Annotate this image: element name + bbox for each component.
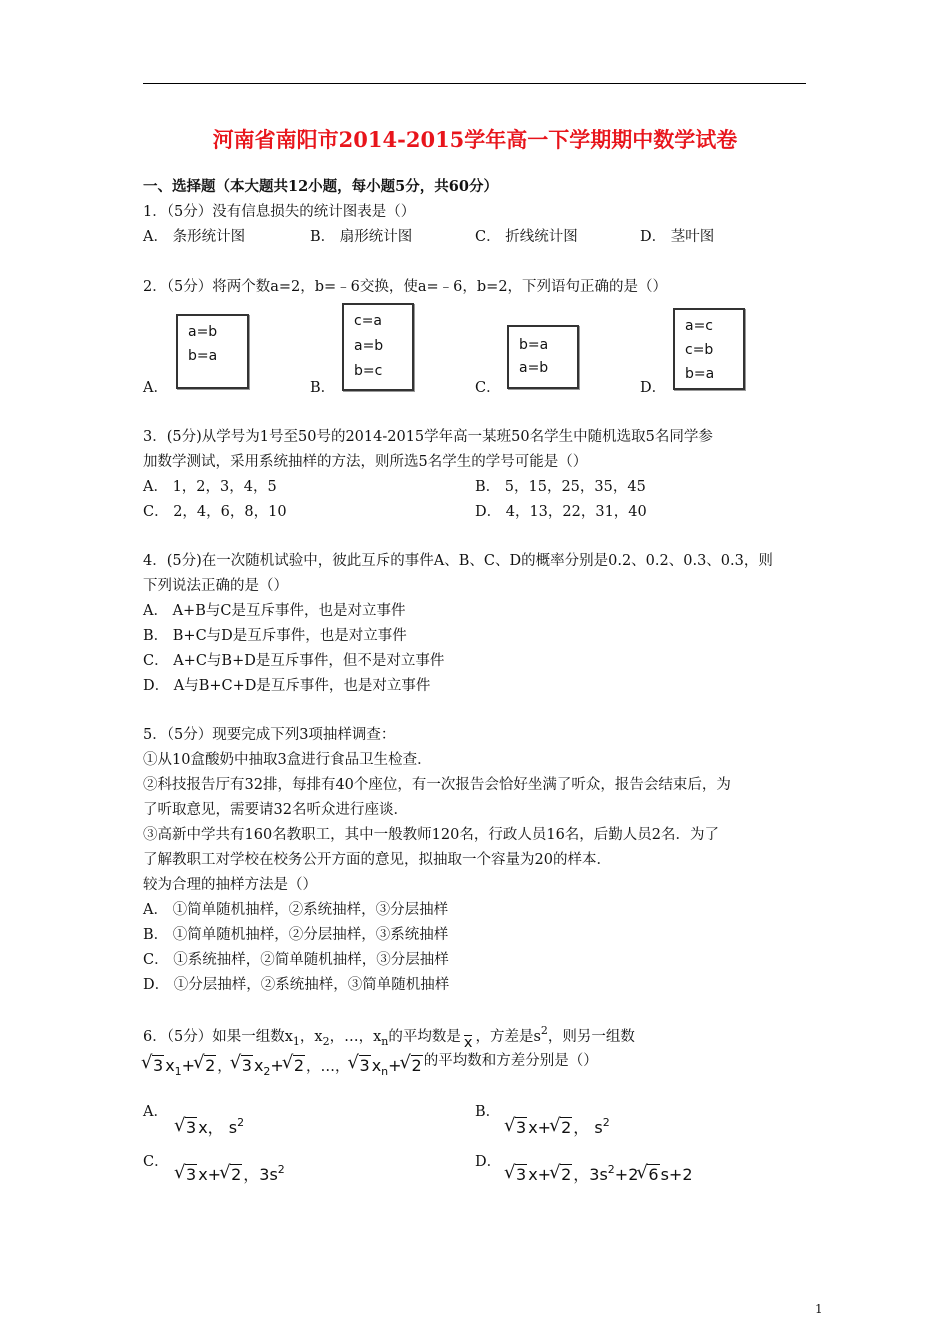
q5-option-a: A． ①简单随机抽样，②系统抽样，③分层抽样	[143, 902, 449, 918]
q3-option-c: C． 2，4，6，8，10	[143, 504, 287, 520]
q6-option-a-label: A．	[143, 1104, 168, 1120]
q2-program-box-d	[673, 308, 745, 390]
page-number: 1	[815, 1302, 823, 1316]
q5-stem-line2: ①从10盒酸奶中抽取3盒进行食品卫生检查．	[143, 752, 432, 768]
q2-option-c: C．	[475, 380, 501, 396]
q4-option-d: D． A与B+C+D是互斥事件，也是对立事件	[143, 678, 431, 694]
q4-option-a: A． A+B与C是互斥事件，也是对立事件	[143, 603, 406, 619]
code-line: a=c	[685, 318, 714, 334]
q2-option-b: B．	[310, 380, 336, 396]
q5-stem-line3: ②科技报告厅有32排，每排有40个座位，有一次报告会恰好坐满了听众，报告会结束后，为	[143, 777, 731, 793]
q6-option-b-expr: √ 3 x+√ 2 ， $s^2$	[506, 1115, 610, 1138]
q6-stem-line2: √ 3 $x_1+√$ 2 ，√ 3 $x_2+√$ 2 ，…，√ 3 $x_n+√$ 2 的平均数和方差分别是（）	[143, 1056, 598, 1082]
q3-stem-line2: 加数学测试，采用系统抽样的方法，则所选5名学生的学号可能是（）	[143, 454, 588, 470]
code-line: a=b	[519, 360, 549, 376]
q6-stem-line1: 6．（5分）如果一组数$x_1$，$x_2$，…，$x_n$的平均数是 x ，方差是$s^2$，则另一组数	[143, 1024, 635, 1051]
q4-stem-line1: 4．(5分)在一次随机试验中，彼此互斥的事件A、B、C、D的概率分别是0.2、0.2、0.3、0.3，则	[143, 553, 773, 569]
page-title: 河南省南阳市2014-2015学年高一下学期期中数学试卷	[212, 127, 738, 152]
code-line: b=a	[188, 348, 218, 364]
q5-option-b: B． ①简单随机抽样，②分层抽样，③系统抽样	[143, 927, 449, 943]
code-line: b=c	[354, 363, 383, 379]
q5-option-c: C． ①系统抽样，②简单随机抽样，③分层抽样	[143, 952, 449, 968]
q5-stem-line5: ③高新中学共有160名教职工，其中一般教师120名，行政人员16名，后勤人员2名．为了	[143, 827, 720, 843]
q5-stem-line6: 了解教职工对学校在校务公开方面的意见，拟抽取一个容量为20的样本．	[143, 852, 611, 868]
q1-option-b: B． 扇形统计图	[310, 229, 413, 245]
header-rule	[143, 83, 806, 84]
q1-option-c: C． 折线统计图	[475, 229, 578, 245]
q5-stem-line7: 较为合理的抽样方法是（）	[143, 877, 317, 893]
q1-option-d: D． 茎叶图	[640, 229, 715, 245]
q4-option-b: B． B+C与D是互斥事件，也是对立事件	[143, 628, 407, 644]
q2-option-d: D．	[640, 380, 667, 396]
q1-stem: 1．（5分）没有信息损失的统计图表是（）	[143, 204, 416, 220]
q5-stem-line1: 5．（5分）现要完成下列3项抽样调查：	[143, 727, 396, 743]
q6-option-c-expr: √ 3 x+√ 2 ，$3s^2$	[176, 1162, 285, 1185]
q6-option-b-label: B．	[475, 1104, 501, 1120]
section-heading: 一、选择题（本大题共12小题，每小题5分，共60分）	[143, 178, 498, 195]
q6-option-c-label: C．	[143, 1154, 169, 1170]
q5-option-d: D． ①分层抽样，②系统抽样，③简单随机抽样	[143, 977, 450, 993]
code-line: b=a	[685, 366, 715, 382]
q3-option-a: A． 1，2，3，4，5	[143, 479, 277, 495]
q2-program-box-b	[342, 303, 414, 391]
q5-stem-line4: 了听取意见，需要请32名听众进行座谈．	[143, 802, 408, 818]
q4-option-c: C． A+C与B+D是互斥事件，但不是对立事件	[143, 653, 445, 669]
q3-option-d: D． 4，13，22，31，40	[475, 504, 647, 520]
q4-stem-line2: 下列说法正确的是（）	[143, 578, 288, 594]
q6-option-a-expr: √ 3 x， $s^2$	[176, 1115, 244, 1138]
q6-option-d-expr: √ 3 x+√ 2 ，$3s^2+2√$ 6 s+2	[506, 1162, 693, 1185]
q2-option-a: A．	[143, 380, 168, 396]
q3-stem-line1: 3．(5分)从学号为1号至50号的2014-2015学年高一某班50名学生中随机选取5名同学参	[143, 429, 713, 445]
q2-program-box-a	[176, 314, 249, 389]
q3-option-b: B． 5，15，25，35，45	[475, 479, 646, 495]
transformed-term-2: √ 3 $x_2+√$ 2	[232, 1056, 306, 1075]
q2-stem: 2．（5分）将两个数a=2，b=﹣6交换，使a=﹣6，b=2，下列语句正确的是（）	[143, 279, 668, 295]
q6-option-d-label: D．	[475, 1154, 502, 1170]
code-line: a=b	[188, 324, 218, 340]
code-line: a=b	[354, 338, 384, 354]
transformed-term-1: √ 3 $x_1+√$ 2	[143, 1056, 217, 1075]
code-line: c=b	[685, 342, 714, 358]
code-line: c=a	[354, 313, 383, 329]
q2-program-box-c	[507, 325, 579, 389]
q1-option-a: A． 条形统计图	[143, 229, 246, 245]
code-line: b=a	[519, 337, 549, 353]
x-bar-symbol: x	[463, 1035, 473, 1051]
transformed-term-n: √ 3 $x_n+√$ 2	[350, 1056, 424, 1075]
